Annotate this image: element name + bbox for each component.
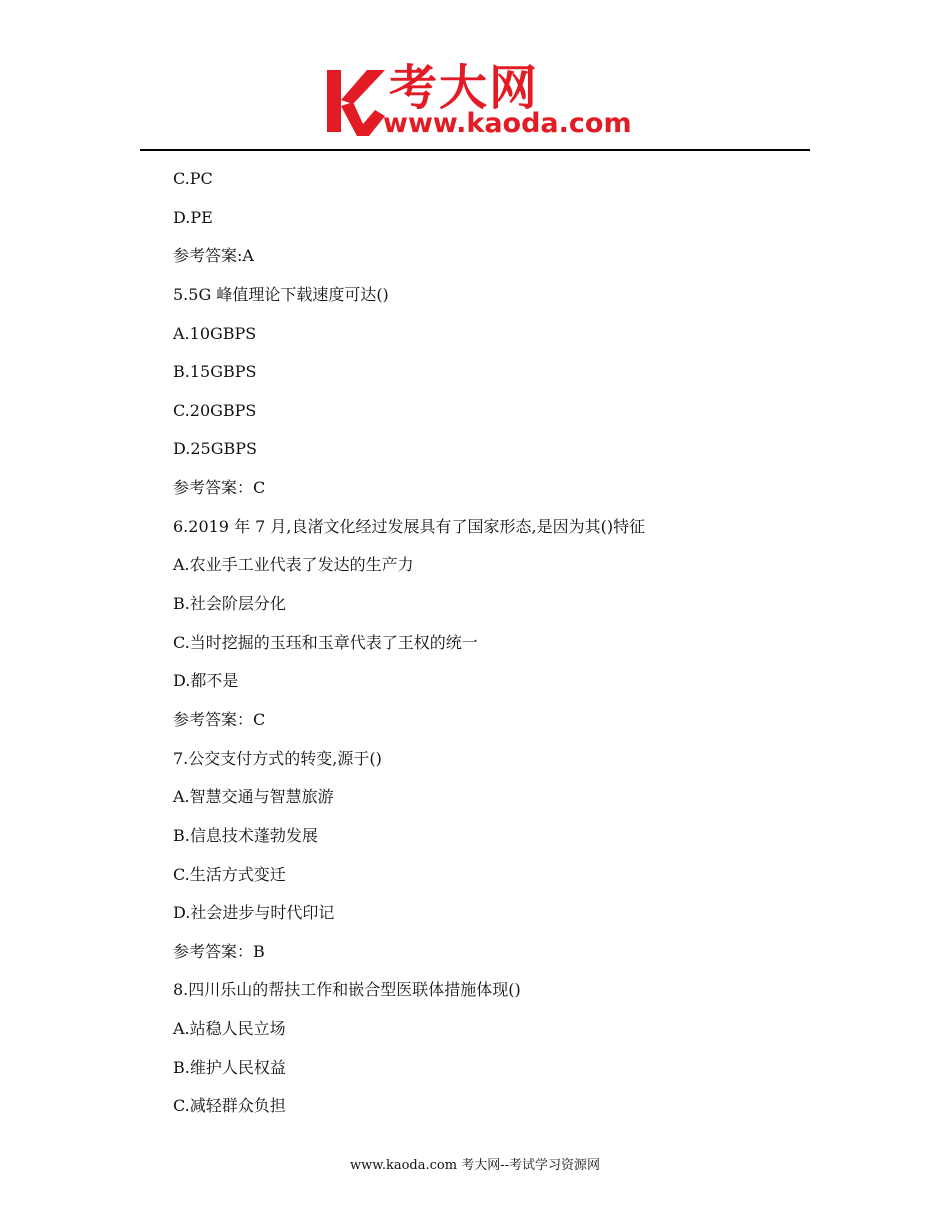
header-divider (140, 149, 810, 151)
page-header (0, 0, 950, 152)
question-line: 6.2019 年 7 月,良渚文化经过发展具有了国家形态,是因为其()特征 (173, 516, 646, 536)
option-line: C.当时挖掘的玉珏和玉章代表了王权的统一 (173, 632, 478, 652)
option-line: D.社会进步与时代印记 (173, 903, 335, 923)
answer-line: 参考答案：C (173, 709, 266, 729)
kaoda-logo[interactable] (323, 62, 635, 140)
question-content (173, 164, 813, 1130)
logo-url-text: www.kaoda.com (383, 108, 632, 139)
answer-line: 参考答案：B (173, 941, 265, 961)
option-line: B.维护人民权益 (173, 1057, 286, 1077)
page-footer: www.kaoda.com 考大网--考试学习资源网 (350, 1158, 600, 1173)
logo-chinese-text: 考大网 (389, 60, 540, 116)
option-line: C.生活方式变迁 (173, 864, 286, 884)
option-line: B.信息技术蓬勃发展 (173, 825, 318, 845)
option-line: D.都不是 (173, 671, 239, 691)
option-line: A.站稳人民立场 (173, 1019, 286, 1039)
option-line: C.减轻群众负担 (173, 1096, 286, 1116)
option-line: A.农业手工业代表了发达的生产力 (173, 555, 414, 575)
option-line: D.25GBPS (173, 439, 257, 459)
option-line: C.20GBPS (173, 400, 257, 420)
answer-line: 参考答案：C (173, 478, 266, 498)
question-line: 8.四川乐山的帮扶工作和嵌合型医联体措施体现() (173, 980, 521, 1000)
question-line: 7.公交支付方式的转变,源于() (173, 748, 382, 768)
option-line: A.10GBPS (173, 323, 257, 343)
option-line: C.PC (173, 169, 213, 188)
question-line: 5.5G 峰值理论下载速度可达() (173, 284, 389, 304)
option-line: B.社会阶层分化 (173, 594, 286, 614)
option-line: D.PE (173, 207, 213, 227)
k-logo-icon (323, 66, 387, 136)
option-line: A.智慧交通与智慧旅游 (173, 787, 334, 807)
option-line: B.15GBPS (173, 362, 257, 382)
answer-line: 参考答案:A (173, 246, 254, 266)
